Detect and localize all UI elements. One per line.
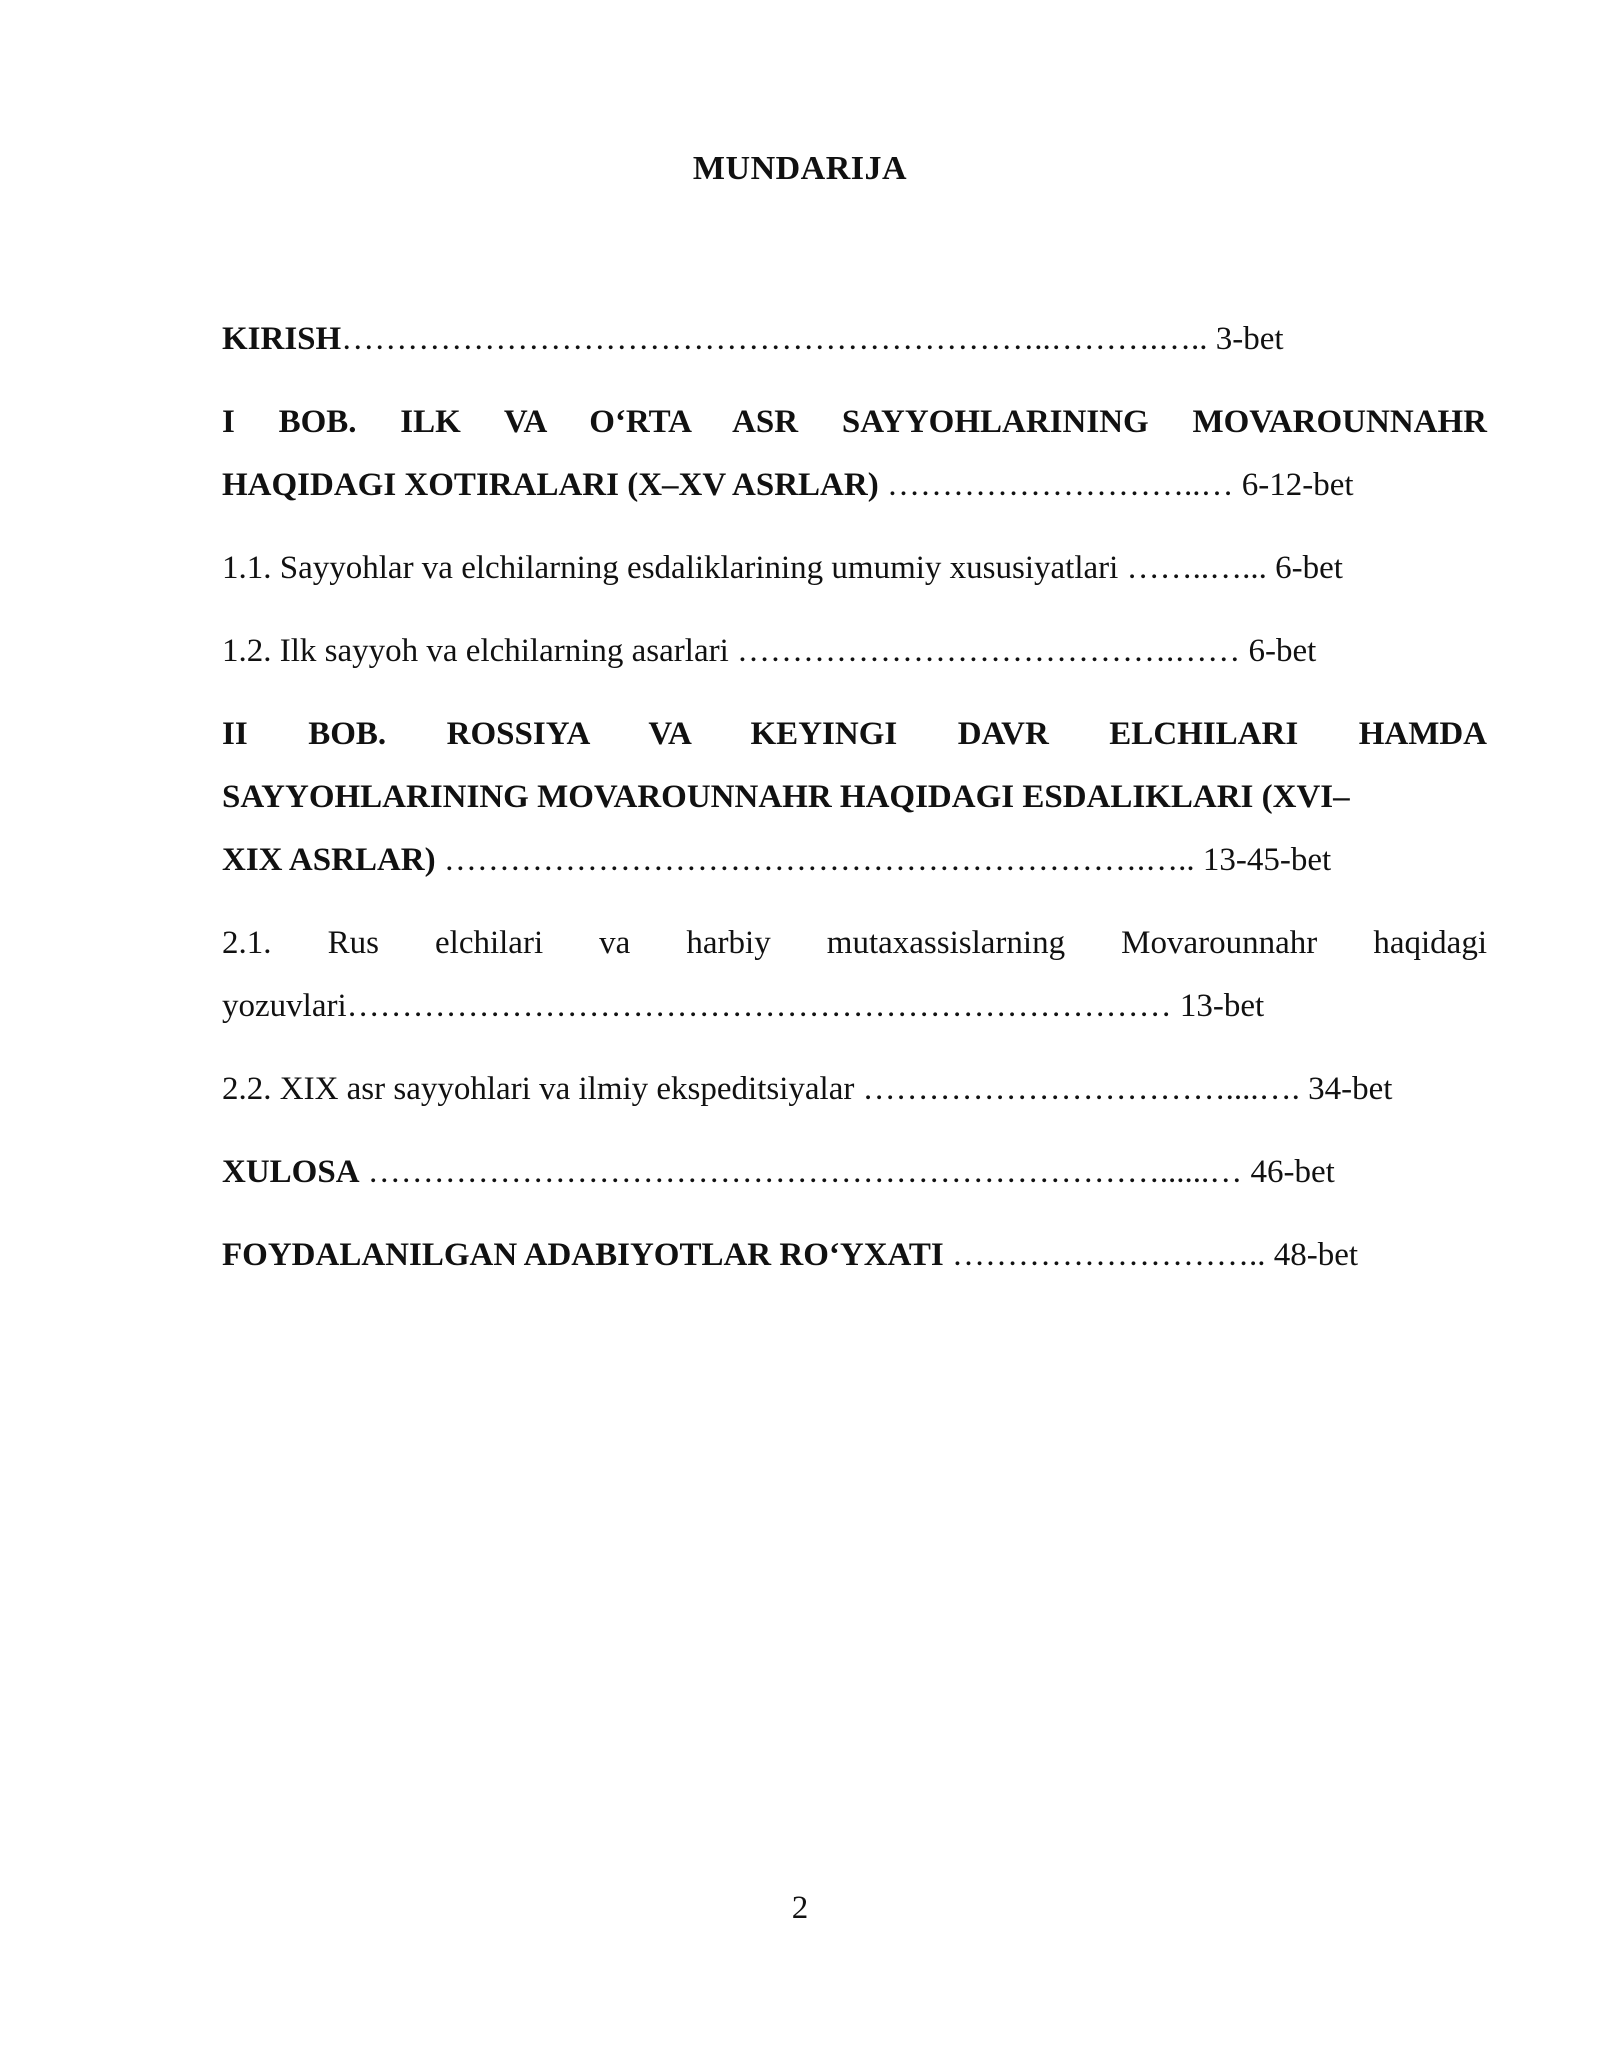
- toc-leader-dots: ………………………..: [943, 1237, 1274, 1273]
- toc-entry-xulosa: [222, 1141, 1487, 1204]
- toc-leader-dots: ……………………………………………………….…..: [435, 842, 1203, 878]
- toc-leader-dots: ………………………..…: [878, 467, 1242, 503]
- toc-entry-section-1-2: [222, 620, 1487, 683]
- toc-entry-title-line: I BOB. ILK VA O‘RTA ASR SAYYOHLARINING MOVAROUNNAHR: [222, 404, 1487, 440]
- toc-entry-title-line: 2.1. Rus elchilari va harbiy mutaxassislarning Movarounnahr haqidagi: [222, 925, 1487, 961]
- toc-entry-references: [222, 1224, 1487, 1287]
- toc-page-number: 3-bet: [1215, 321, 1284, 357]
- page-number: 2: [791, 1890, 809, 1926]
- toc-entry-title: 2.2. XIX asr sayyohlari va ilmiy ekspeditsiyalar: [222, 1071, 855, 1107]
- toc-entry-title: KIRISH: [222, 321, 342, 357]
- toc-entry-section-2-2: [222, 1058, 1487, 1121]
- toc-entry-title-line: XIX ASRLAR): [222, 842, 436, 878]
- toc-page-number: 13-45-bet: [1202, 842, 1332, 878]
- toc-entry-title-line: yozuvlari: [222, 988, 347, 1024]
- page-title: MUNDARIJA: [692, 150, 908, 187]
- toc-entry-kirish: [222, 308, 1487, 371]
- toc-page-number: 6-12-bet: [1241, 467, 1354, 503]
- toc-page-number: 6-bet: [1248, 633, 1317, 669]
- toc-page-number: 46-bet: [1250, 1154, 1335, 1190]
- toc-page-number: 6-bet: [1275, 550, 1343, 586]
- toc-entry-title: 1.1. Sayyohlar va elchilarning esdaliklarining umumiy xususiyatlari: [222, 550, 1119, 586]
- toc-page-number: 13-bet: [1179, 988, 1265, 1024]
- toc-leader-dots: ………………………………….……: [728, 633, 1249, 669]
- toc-entry-title: 1.2. Ilk sayyoh va elchilarning asarlari: [222, 633, 729, 669]
- toc-entry-title-line: SAYYOHLARINING MOVAROUNNAHR HAQIDAGI ESDALIKLARI (XVI–: [222, 779, 1350, 815]
- toc-leader-dots: ………………………………………………………..……….…..: [341, 321, 1216, 357]
- toc-leader-dots: …………………………………………………………………: [346, 988, 1180, 1024]
- toc-entry-section-2-1: [222, 912, 1487, 1038]
- toc-entry-title-line: HAQIDAGI XOTIRALARI (X–XV ASRLAR): [222, 467, 879, 503]
- toc-entry-title: FOYDALANILGAN ADABIYOTLAR RO‘YXATI: [222, 1237, 944, 1273]
- toc-entry-title: XULOSA: [222, 1154, 360, 1190]
- toc-leader-dots: ……..…...: [1118, 550, 1276, 586]
- toc-page-number: 48-bet: [1273, 1237, 1359, 1273]
- toc-entry-title-line: II BOB. ROSSIYA VA KEYINGI DAVR ELCHILARI HAMDA: [222, 716, 1487, 752]
- toc-entry-chapter-2: [222, 703, 1487, 892]
- toc-entry-chapter-1: [222, 391, 1487, 517]
- toc-leader-dots: ……………………………....….: [854, 1071, 1309, 1107]
- toc-leader-dots: ………………………………………………………………......…: [359, 1154, 1251, 1190]
- toc-page-number: 34-bet: [1308, 1071, 1393, 1107]
- toc-entry-section-1-1: [222, 537, 1487, 600]
- table-of-contents: [222, 308, 1487, 1307]
